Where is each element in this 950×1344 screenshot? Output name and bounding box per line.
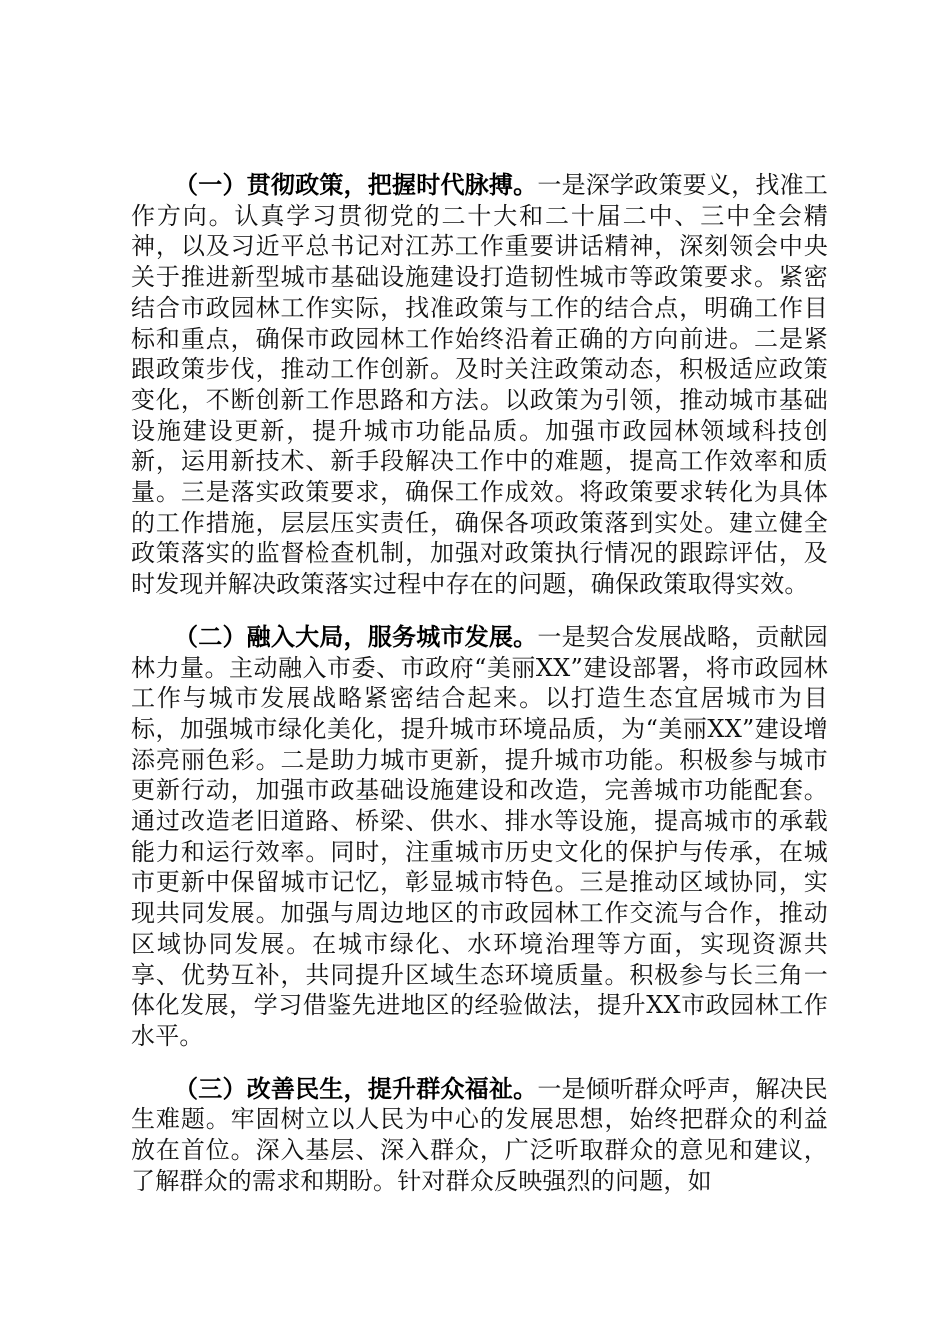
section-heading-2: （二）融入大局，服务城市发展。: [174, 622, 538, 651]
section-heading-3: （三）改善民生，提升群众福祉。: [174, 1074, 538, 1103]
section-paragraph-2: [131, 622, 828, 1052]
document-body: [131, 170, 828, 1219]
section-text-3: 一是倾听群众呼声，解决民生难题。牢固树立以人民为中心的发展思想，始终把群众的利益放在首位。深入基层、深入群众，广泛听取群众的意见和建议，了解群众的需求和期盼。针对群众反映强烈的问题，如: [131, 1074, 828, 1195]
section-heading-1: （一）贯彻政策，把握时代脉搏。: [174, 171, 538, 199]
section-text-2: 一是契合发展战略，贡献园林力量。主动融入市委、市政府“美丽XX”建设部署，将市政园林工作与城市发展战略紧密结合起来。以打造生态宜居城市为目标，加强城市绿化美化，提升城市环境品质，为“美丽XX”建设增添亮丽色彩。二是助力城市更新，提升城市功能。积极参与城市更新行动，加强市政基础设施建设和改造，完善城市功能配套。通过改造老旧道路、桥梁、供水、排水等设施，提高城市的承载能力和运行效率。同时，注重城市历史文化的保护与传承，在城市更新中保留城市记忆，彰显城市特色。三是推动区域协同，实现共同发展。加强与周边地区的市政园林工作交流与合作，推动区域协同发展。在城市绿化、水环境治理等方面，实现资源共享、优势互补，共同提升区域生态环境质量。积极参与长三角一体化发展，学习借鉴先进地区的经验做法，提升XX市政园林工作水平。: [131, 622, 828, 1050]
section-paragraph-3: [131, 1074, 828, 1197]
section-text-1: 一是深学政策要义，找准工作方向。认真学习贯彻党的二十大和二十届二中、三中全会精神，以及习近平总书记对江苏工作重要讲话精神，深刻领会中央关于推进新型城市基础设施建设打造韧性城市等政策要求。紧密结合市政园林工作实际，找准政策与工作的结合点，明确工作目标和重点，确保市政园林工作始终沿着正确的方向前进。二是紧跟政策步伐，推动工作创新。及时关注政策动态，积极适应政策变化，不断创新工作思路和方法。以政策为引领，推动城市基础设施建设更新，提升城市功能品质。加强市政园林领域科技创新，运用新技术、新手段解决工作中的难题，提高工作效率和质量。三是落实政策要求，确保工作成效。将政策要求转化为具体的工作措施，层层压实责任，确保各项政策落到实处。建立健全政策落实的监督检查机制，加强对政策执行情况的跟踪评估，及时发现并解决政策落实过程中存在的问题，确保政策取得实效。: [131, 171, 828, 599]
section-paragraph-1: [131, 170, 828, 600]
